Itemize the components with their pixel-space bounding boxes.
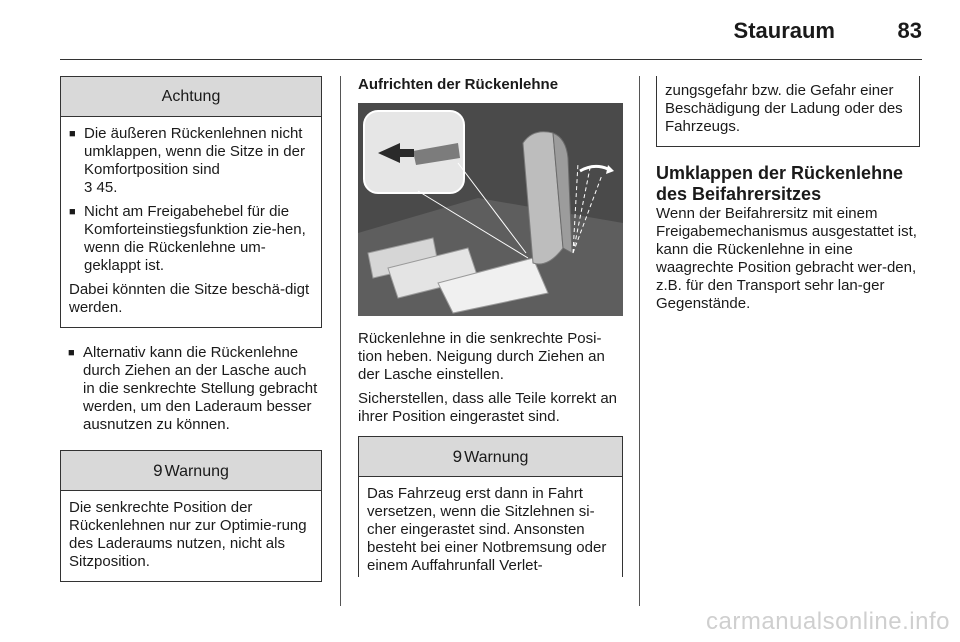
column-1: [60, 76, 322, 582]
caution-bullet-2: ■ Nicht am Freigabehebel für die Komforteinstiegsfunktion zie-hen, wenn die Rückenlehne um-geklappt ist.: [69, 203, 313, 275]
warning-body-2: Das Fahrzeug erst dann in Fahrt versetzen, wenn die Sitzlehnen si-cher eingerastet sind. Ansonsten besteht bei einer Notbremsung oder einem Auffahrunfall Verlet-: [367, 485, 607, 574]
caution-bullet-1-text: Die äußeren Rückenlehnen nicht umklappen, wenn die Sitze in der Komfortposition sind: [84, 125, 305, 178]
section-para: Wenn der Beifahrersitz mit einem Freigabemechanismus ausgestattet ist, kann die Rückenlehne in eine waagrechte Position gebracht wer-den, z.B. für den Transport sehr lan-ger Gegenstände.: [656, 205, 917, 312]
warning-box-1: [60, 450, 322, 582]
seat-backrest-illustration: [358, 103, 623, 316]
caution-closing: Dabei könnten die Sitze beschä-digt werden.: [69, 281, 310, 316]
warning-box-2: [358, 436, 623, 577]
caution-heading: Achtung: [61, 77, 321, 117]
warning-box-continued: [656, 76, 920, 147]
header-rule: [60, 59, 922, 60]
page-number: 83: [897, 18, 922, 43]
column-divider-2: [639, 76, 640, 606]
caution-box: [60, 76, 322, 328]
instruction-para-1: Rückenlehne in die senkrechte Posi-tion heben. Neigung durch Ziehen an der Lasche einstellen.: [358, 330, 605, 383]
section-title: Umklappen der Rückenlehne des Beifahrersitzes: [656, 163, 904, 204]
caution-body: [61, 117, 321, 327]
column-2: [358, 76, 623, 577]
caution-bullet-1: [69, 125, 313, 197]
column-divider-1: [340, 76, 341, 606]
warning-heading-1: [61, 451, 321, 491]
page-header-title: Stauraum: [733, 18, 835, 43]
warning-heading-text: Warnung: [464, 449, 529, 466]
warning-heading-2: [359, 437, 622, 477]
warning-continued-text: zungsgefahr bzw. die Gefahr einer Beschädigung der Ladung oder des Fahrzeugs.: [665, 82, 903, 135]
warning-icon: 9: [452, 447, 463, 466]
watermark: carmanualsonline.info: [706, 608, 950, 635]
warning-icon: 9: [153, 461, 163, 480]
warning-heading-text: Warnung: [164, 463, 229, 480]
page-reference-link[interactable]: 3 45.: [84, 179, 118, 196]
warning-body-1: Die senkrechte Position der Rückenlehnen nur zur Optimie-rung des Laderaums nutzen, nicht als Sitzposition.: [69, 499, 307, 570]
column-3: [656, 76, 920, 313]
alternative-bullet: ■ Alternativ kann die Rückenlehne durch Ziehen an der Lasche auch in die senkrechte Stellung gebracht werden, um den Laderaum besser ausnutzen zu können.: [68, 344, 322, 434]
instruction-para-2: Sicherstellen, dass alle Teile korrekt an ihrer Position eingerastet sind.: [358, 390, 618, 425]
figure-subhead: Aufrichten der Rückenlehne: [358, 76, 559, 93]
